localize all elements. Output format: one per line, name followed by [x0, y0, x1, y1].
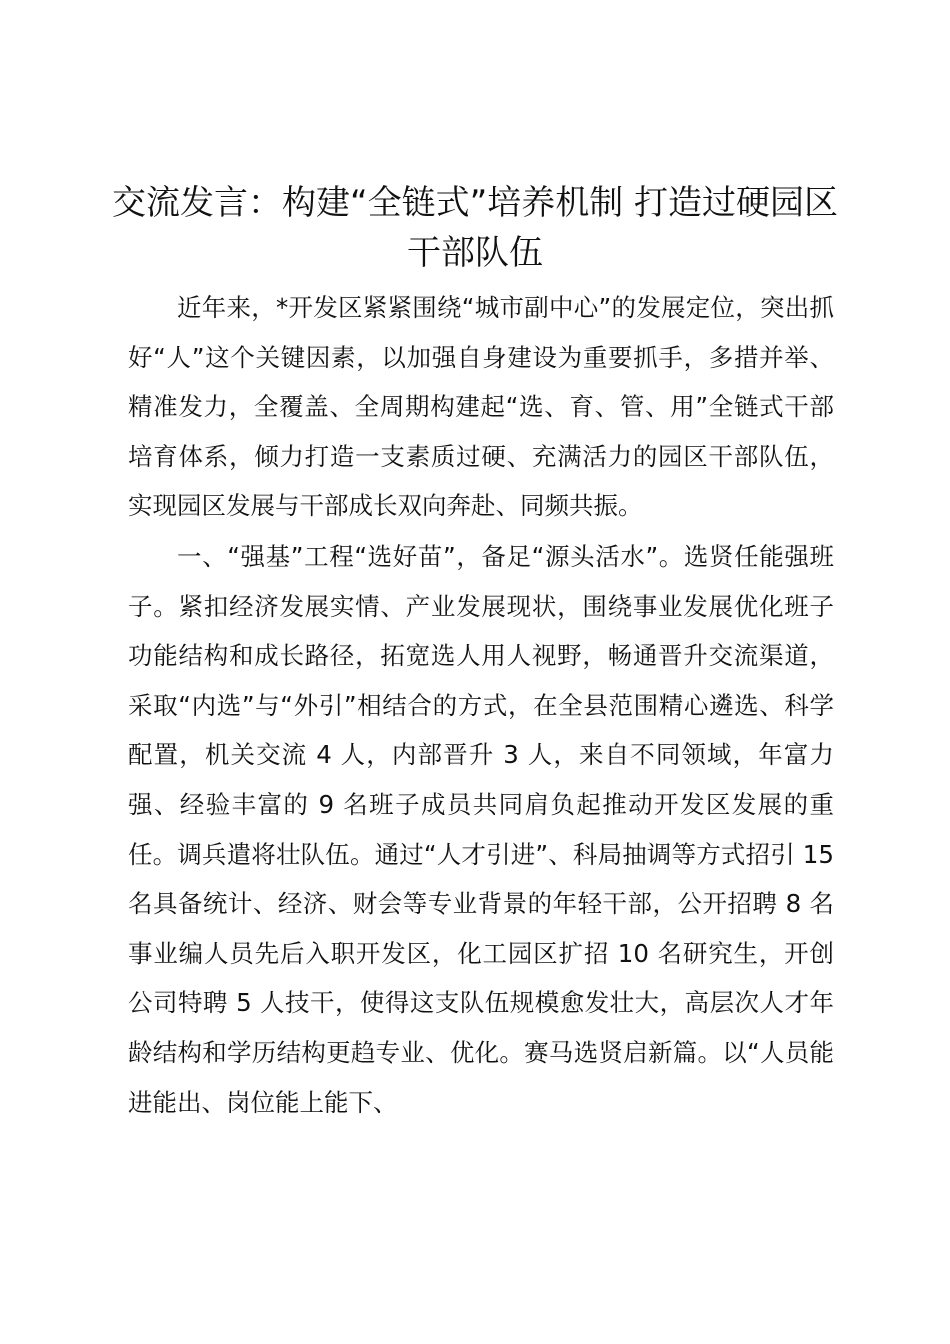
document-body [128, 283, 834, 1128]
document-title: 交流发言：构建“全链式”培养机制 打造过硬园区干部队伍 [111, 183, 839, 273]
paragraph-intro: 近年来，*开发区紧紧围绕“城市副中心”的发展定位，突出抓好“人”这个关键因素，以加强自身建设为重要抓手，多措并举、精准发力，全覆盖、全周期构建起“选、育、管、用”全链式干部培育体系，倾力打造一支素质过硬、充满活力的园区干部队伍，实现园区发展与干部成长双向奔赴、同频共振。 [128, 293, 834, 521]
paragraph-section-one: 一、“强基”工程“选好苗”，备足“源头活水”。选贤任能强班子。紧扣经济发展实情、产业发展现状，围绕事业发展优化班子功能结构和成长路径，拓宽选人用人视野，畅通晋升交流渠道，采取“内选”与“外引”相结合的方式，在全县范围精心遴选、科学配置，机关交流 4 人，内部晋升 3 人，来自不同领域，年富力强、经验丰富的 9 名班子成员共同肩负起推动开发区发展的重任。调兵遣将壮队伍。通过“人才引进”、科局抽调等方式招引 15 名具备统计、经济、财会等专业背景的年轻干部，公开招聘 8 名事业编人员先后入职开发区，化工园区扩招 10 名研究生，开创公司特聘 5 人技干，使得这支队伍规模愈发壮大，高层次人才年龄结构和学历结构更趋专业、优化。赛马选贤启新篇。以“人员能进能出、岗位能上能下、 [128, 541, 834, 1117]
